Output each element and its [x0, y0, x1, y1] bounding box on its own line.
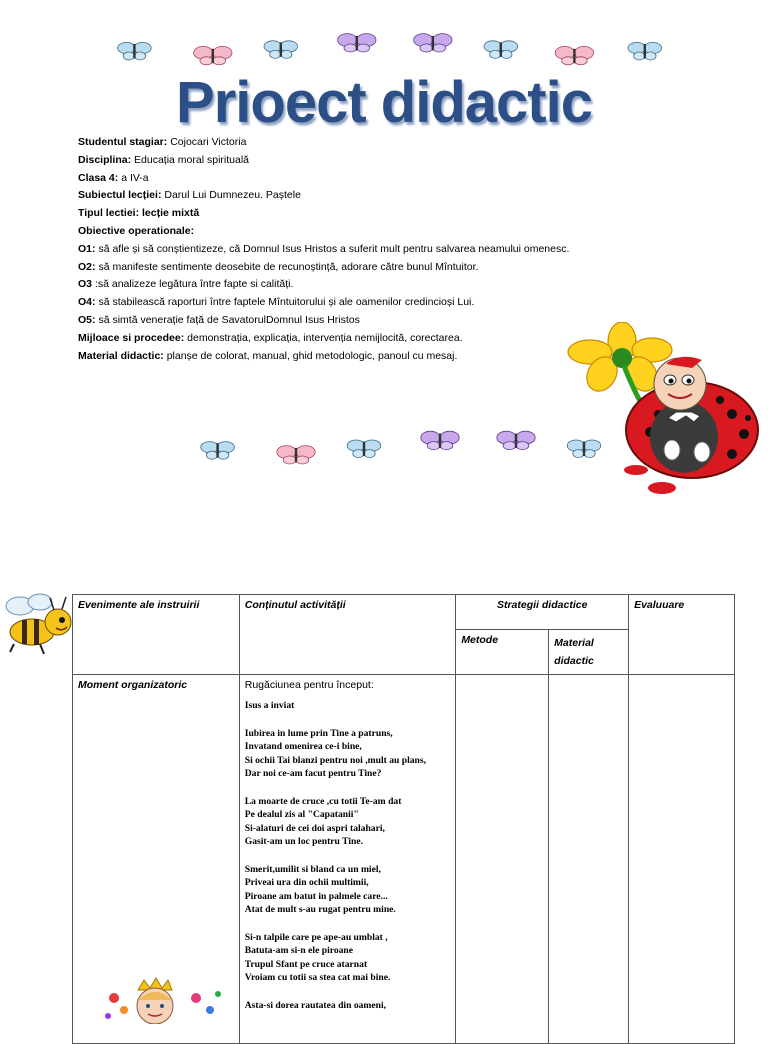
butterfly-icon [628, 42, 662, 60]
header-content: Conținutul activității [239, 595, 456, 675]
header-events: Evenimente ale instruirii [73, 595, 240, 675]
objective-code: O2: [78, 260, 96, 273]
objective-line [78, 259, 698, 277]
poem-title: Isus a inviat [244, 700, 295, 711]
butterfly-border-top [0, 32, 768, 72]
poem-stanza [245, 931, 451, 985]
poem-line: Batuta-am si-n ele piroane [244, 945, 354, 956]
objective-text: să stabilească raporturi între faptele Mîntuitorului și ale oamenilor credincioși Lui. [98, 296, 475, 309]
evaluation-cell [629, 675, 735, 1044]
poem-stanza [245, 863, 451, 917]
poem-line: Atat de mult s-au rugat pentru mine. [244, 904, 396, 915]
subject-value: Darul Lui Dumnezeu. Paștele [164, 189, 301, 202]
butterfly-icon [201, 442, 235, 460]
discipline-value: Educația moral spirituală [134, 153, 250, 166]
objective-line [78, 276, 698, 294]
table-row [73, 675, 735, 1044]
butterfly-icon [118, 42, 152, 60]
butterfly-icon [338, 34, 376, 52]
header-strategies: Strategii didactice [456, 595, 629, 630]
bee-icon [6, 594, 71, 654]
butterfly-icon [567, 440, 601, 458]
event-cell: Moment organizatoric [73, 675, 240, 1044]
poem-line: Vroiam cu totii sa stea cat mai bine. [244, 972, 391, 983]
objective-text: să afle și să conștientizeze, că Domnul Isus Hristos a suferit mult pentru salvarea neamului omenesc. [98, 242, 570, 255]
objective-code: O4: [78, 296, 96, 309]
discipline-label: Disciplina: [78, 153, 132, 166]
objective-text: :să analizeze legătura între fapte si calități. [94, 278, 294, 291]
type-label: Tipul lectiei: [78, 207, 140, 220]
subject-line [78, 187, 698, 205]
butterfly-icon [194, 46, 232, 64]
page-title: Prioect didactic [176, 70, 592, 135]
butterfly-icon [277, 446, 315, 464]
poem-line: Si-n talpile care pe ape-au umblat , [244, 931, 388, 943]
poem-line: Dar noi ce-am facut pentru Tine? [244, 768, 382, 779]
header-material: Material didactic [549, 630, 629, 675]
poem-line: Priveai ura din ochii multimii, [244, 877, 369, 888]
poem-line: Smerit,umilit si bland ca un miel, [244, 863, 381, 875]
poem-line: La moarte de cruce ,cu totii Te-am dat [244, 795, 402, 807]
material-cell [549, 675, 629, 1044]
objective-code: O5: [78, 313, 96, 326]
type-line [78, 205, 698, 223]
poem-stanza [245, 727, 451, 781]
poem-line: Iubirea in lume prin Tine a patruns, [244, 727, 393, 739]
objectives-heading [78, 223, 698, 241]
objective-code: O3 [78, 278, 93, 291]
poem-line: Pe dealul zis al "Capatanii" [244, 809, 359, 820]
class-label: Clasa 4: [78, 171, 119, 184]
poem-line: Trupul Sfant pe cruce atarnat [244, 958, 368, 970]
butterfly-icon [414, 34, 452, 52]
discipline-line [78, 152, 698, 170]
butterfly-icon [484, 41, 518, 59]
butterfly-icon [264, 41, 298, 59]
class-line [78, 170, 698, 188]
poem-line: Si-alaturi de cei doi aspri talahari, [244, 822, 385, 834]
header-evaluation: Evaluuare [629, 595, 735, 675]
poem-line: Si ochii Tai blanzi pentru noi ,mult au plans, [244, 754, 427, 766]
butterfly-icon [347, 440, 381, 458]
objective-line [78, 241, 698, 259]
ladybug-flower-illustration [562, 322, 762, 497]
poem-stanza [245, 999, 451, 1013]
student-value: Cojocari Victoria [170, 136, 247, 148]
poem-line: Invatand omenirea ce-i bine, [244, 741, 362, 752]
material-value: planșe de colorat, manual, ghid metodologic, panoul cu mesaj. [166, 349, 458, 362]
class-value: a IV-a [121, 171, 149, 184]
student-label: Studentul stagiar: [78, 136, 168, 148]
methods-value: demonstrația, explicația, intervenția nemijlocită, corectarea. [187, 331, 463, 344]
objective-code: O1: [78, 242, 96, 255]
type-value: lecție mixtă [142, 207, 200, 220]
poem-line: Piroane am batut in palmele care... [244, 890, 388, 902]
header-methods: Metode [456, 630, 549, 675]
material-label: Material didactic: [78, 349, 164, 362]
poem [245, 699, 451, 1012]
student-line [78, 134, 698, 152]
objective-line [78, 294, 698, 312]
objectives-label: Obiective operationale: [78, 224, 195, 237]
methods-label: Mijloace si procedee: [78, 331, 185, 344]
butterfly-border-bottom [0, 428, 768, 468]
poem-line: Gasit-am un loc pentru Tine. [244, 836, 363, 847]
butterfly-icon [497, 431, 535, 449]
prayer-intro: Rugăciunea pentru început: [244, 679, 374, 691]
table-header-row [73, 595, 735, 630]
methods-cell [456, 675, 549, 1044]
butterfly-icon [555, 46, 593, 64]
butterfly-icon [421, 431, 459, 449]
poem-line: Asta-si dorea rautatea din oameni, [244, 999, 387, 1011]
bee-illustration [0, 592, 78, 662]
objective-text: să manifeste sentimente deosebite de recunoștință, adorare către bunul Mîntuitor. [98, 260, 479, 273]
lesson-plan-table [72, 594, 735, 1044]
subject-label: Subiectul lecției: [78, 189, 162, 202]
objective-text: să simtă venerație față de SavatorulDomnul Isus Hristos [98, 313, 360, 326]
poem-stanza [245, 795, 451, 849]
content-cell [239, 675, 456, 1044]
